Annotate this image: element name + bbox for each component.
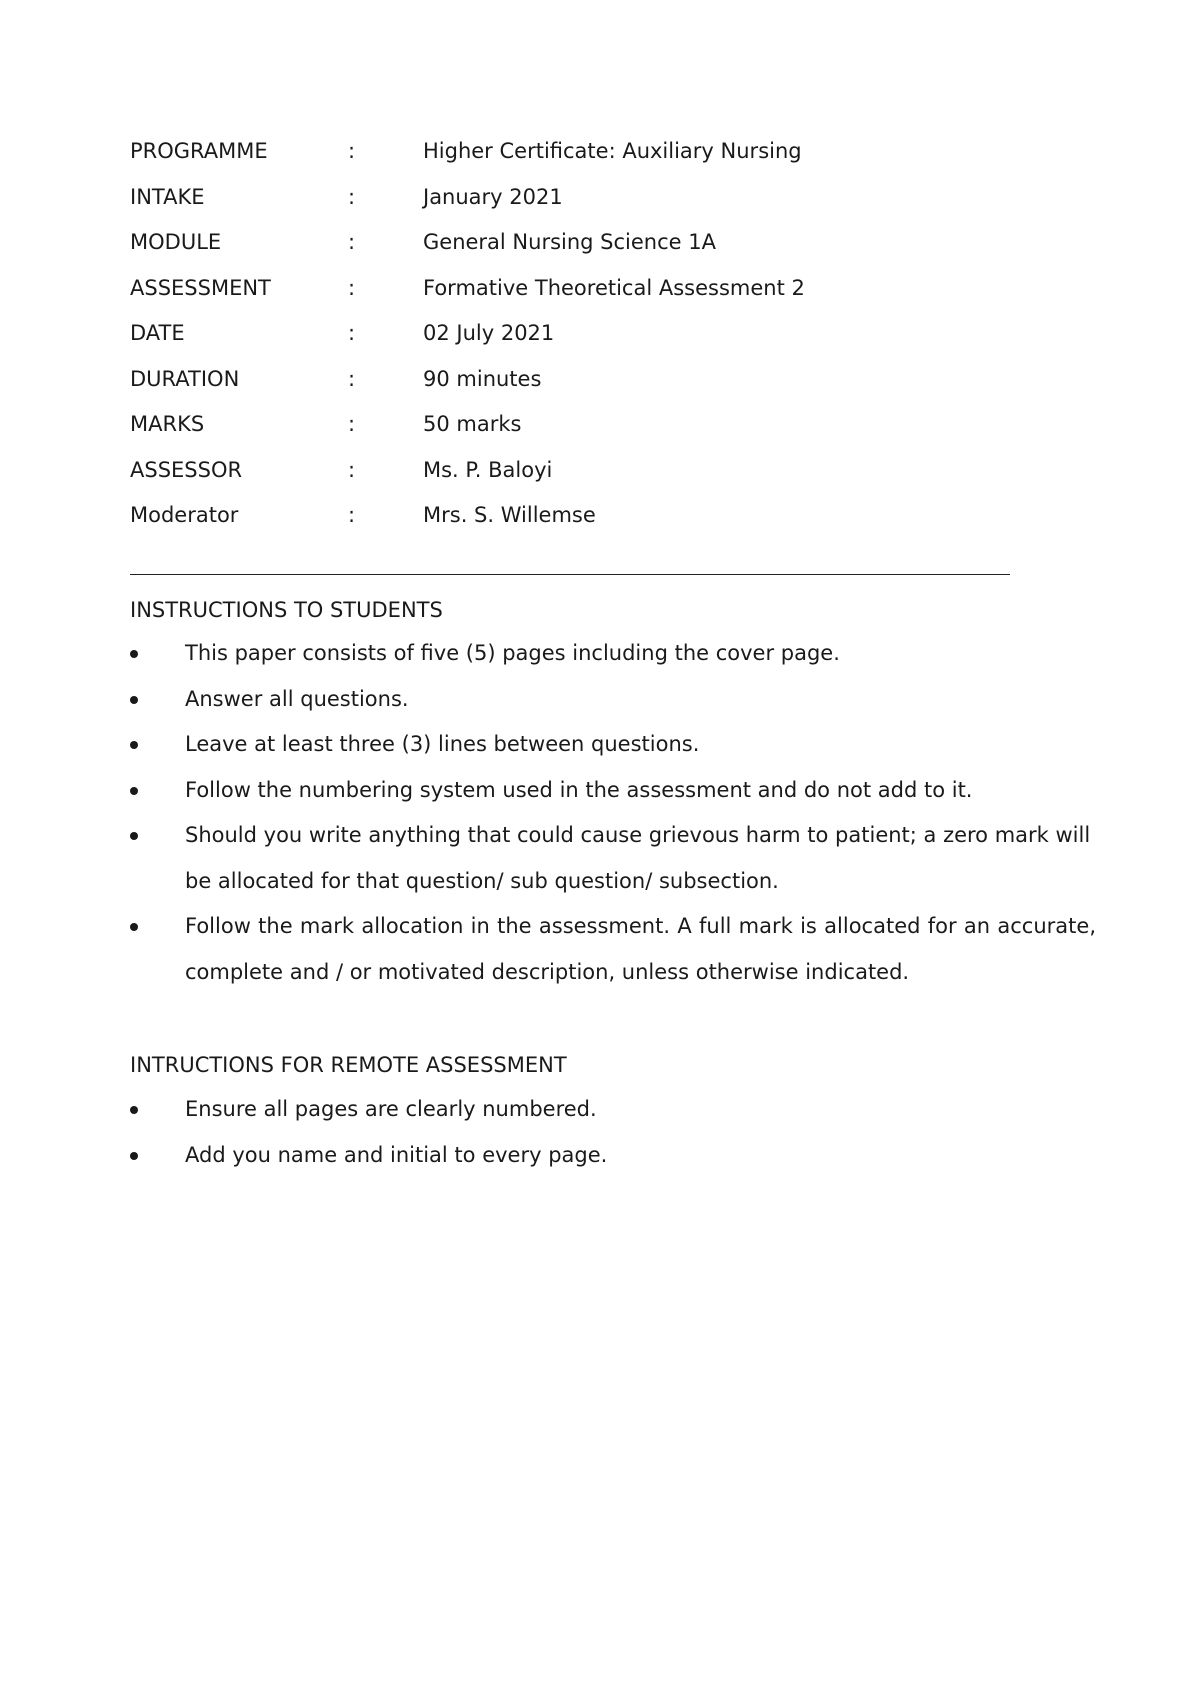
detail-separator: : xyxy=(348,457,356,482)
detail-value: Ms. P. Baloyi xyxy=(423,457,553,482)
detail-label: MODULE xyxy=(130,230,222,254)
detail-separator: : xyxy=(348,503,356,527)
detail-separator: : xyxy=(348,184,356,209)
detail-separator: : xyxy=(348,321,356,345)
detail-value: January 2021 xyxy=(423,184,563,209)
assessment-details xyxy=(130,136,1030,546)
detail-value: Higher Certificate: Auxiliary Nursing xyxy=(423,139,802,163)
detail-row-duration xyxy=(130,364,1030,410)
detail-separator: : xyxy=(348,366,356,391)
detail-label: Moderator xyxy=(130,503,239,527)
list-item xyxy=(130,631,1096,677)
detail-separator: : xyxy=(348,139,356,163)
detail-value: Mrs. S. Willemse xyxy=(423,503,596,527)
detail-value: General Nursing Science 1A xyxy=(423,230,716,254)
bullet-icon xyxy=(130,741,138,749)
detail-row-assessor xyxy=(130,455,1030,501)
detail-separator: : xyxy=(348,412,356,436)
detail-label: PROGRAMME xyxy=(130,139,268,163)
detail-label: DURATION xyxy=(130,366,240,391)
detail-separator: : xyxy=(348,230,356,254)
detail-label: DATE xyxy=(130,321,185,345)
bullet-icon xyxy=(130,787,138,795)
horizontal-divider xyxy=(130,574,1010,575)
list-item-text: This paper consists of five (5) pages including the cover page. xyxy=(185,641,840,665)
bullet-icon xyxy=(130,1152,138,1160)
list-item-text: Answer all questions. xyxy=(185,686,409,711)
list-item-text: Ensure all pages are clearly numbered. xyxy=(185,1097,597,1121)
remote-instructions-heading: INTRUCTIONS FOR REMOTE ASSESSMENT xyxy=(130,1053,567,1077)
detail-row-moderator xyxy=(130,500,1030,546)
detail-value: 90 minutes xyxy=(423,366,542,391)
list-item xyxy=(130,722,1096,768)
list-item-text: Should you write anything that could cause grievous harm to patient; a zero mark will be allocated for that question/ sub question/ subsection. xyxy=(185,823,1091,893)
detail-label: ASSESSMENT xyxy=(130,275,271,300)
detail-value: 02 July 2021 xyxy=(423,321,555,345)
list-item xyxy=(130,768,1096,814)
bullet-icon xyxy=(130,923,138,931)
detail-row-programme xyxy=(130,136,1030,182)
list-item-text: Add you name and initial to every page. xyxy=(185,1142,608,1167)
detail-value: 50 marks xyxy=(423,412,522,436)
list-item xyxy=(130,904,1096,995)
list-item-text: Leave at least three (3) lines between questions. xyxy=(185,732,700,756)
student-instructions-list xyxy=(130,631,1096,995)
detail-label: INTAKE xyxy=(130,184,205,209)
bullet-icon xyxy=(130,696,138,704)
detail-row-intake xyxy=(130,182,1030,228)
detail-row-date xyxy=(130,318,1030,364)
list-item xyxy=(130,677,1096,723)
remote-instructions-list xyxy=(130,1087,1096,1178)
bullet-icon xyxy=(130,832,138,840)
list-item-text: Follow the numbering system used in the assessment and do not add to it. xyxy=(185,777,973,802)
bullet-icon xyxy=(130,1106,138,1114)
detail-row-marks xyxy=(130,409,1030,455)
detail-value: Formative Theoretical Assessment 2 xyxy=(423,275,805,300)
detail-separator: : xyxy=(348,275,356,300)
list-item xyxy=(130,1087,1096,1133)
detail-row-module xyxy=(130,227,1030,273)
student-instructions-heading: INSTRUCTIONS TO STUDENTS xyxy=(130,598,443,622)
detail-label: ASSESSOR xyxy=(130,457,243,482)
detail-label: MARKS xyxy=(130,412,205,436)
list-item xyxy=(130,1133,1096,1179)
list-item xyxy=(130,813,1096,904)
detail-row-assessment xyxy=(130,273,1030,319)
list-item-text: Follow the mark allocation in the assessment. A full mark is allocated for an accurate, complete and / or motivated description, unless otherwise indicated. xyxy=(185,914,1096,984)
bullet-icon xyxy=(130,650,138,658)
